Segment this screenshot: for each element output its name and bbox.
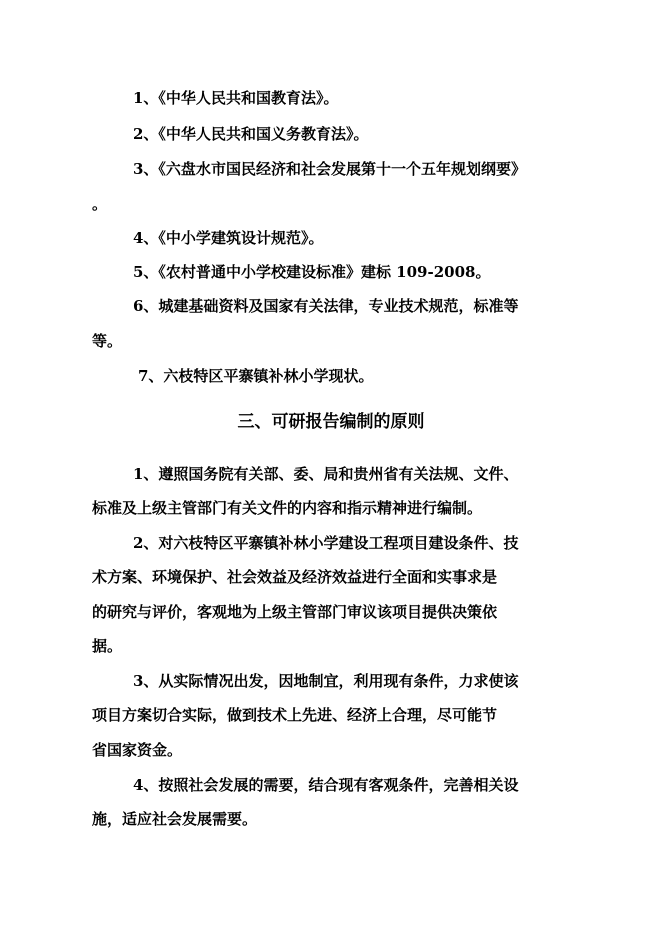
principle-1-line-1: 1、遵照国务院有关部、委、局和贵州省有关法规、文件、: [133, 465, 519, 483]
principle-2-line-4: 据。: [92, 637, 123, 655]
reference-item-3-continuation: 。: [92, 195, 108, 213]
principle-3-line-3: 省国家资金。: [92, 741, 183, 759]
principle-1-line-2: 标准及上级主管部门有关文件的内容和指示精神进行编制。: [92, 499, 483, 517]
principle-3-line-1: 3、从实际情况出发，因地制宜，利用现有条件，力求使该: [133, 672, 519, 690]
principle-3-line-2: 项目方案切合实际，做到技术上先进、经济上合理，尽可能节: [92, 706, 498, 724]
section-heading: 三、可研报告编制的原则: [237, 412, 425, 432]
principle-4-line-2: 施，适应社会发展需要。: [92, 810, 258, 828]
reference-item-7: 7、六枝特区平寨镇补林小学现状。: [138, 367, 374, 385]
principle-4-line-1: 4、按照社会发展的需要，结合现有客观条件，完善相关设: [133, 776, 519, 794]
reference-item-1: 1、《中华人民共和国教育法》。: [133, 89, 339, 107]
reference-item-2: 2、《中华人民共和国义务教育法》。: [133, 125, 369, 143]
reference-item-3: 3、《六盘水市国民经济和社会发展第十一个五年规划纲要》: [133, 160, 526, 178]
principle-2-line-3: 的研究与评价，客观地为上级主管部门审议该项目提供决策依: [92, 603, 498, 621]
principle-2-line-2: 术方案、环境保护、社会效益及经济效益进行全面和实事求是: [92, 568, 498, 586]
reference-item-6-continuation: 等。: [92, 332, 123, 350]
principle-2-line-1: 2、对六枝特区平寨镇补林小学建设工程项目建设条件、技: [133, 534, 519, 552]
reference-item-5: 5、《农村普通中小学校建设标准》建标 109-2008。: [133, 263, 491, 281]
reference-item-6: 6、城建基础资料及国家有关法律，专业技术规范，标准等: [133, 297, 519, 315]
reference-item-4: 4、《中小学建筑设计规范》。: [133, 229, 324, 247]
